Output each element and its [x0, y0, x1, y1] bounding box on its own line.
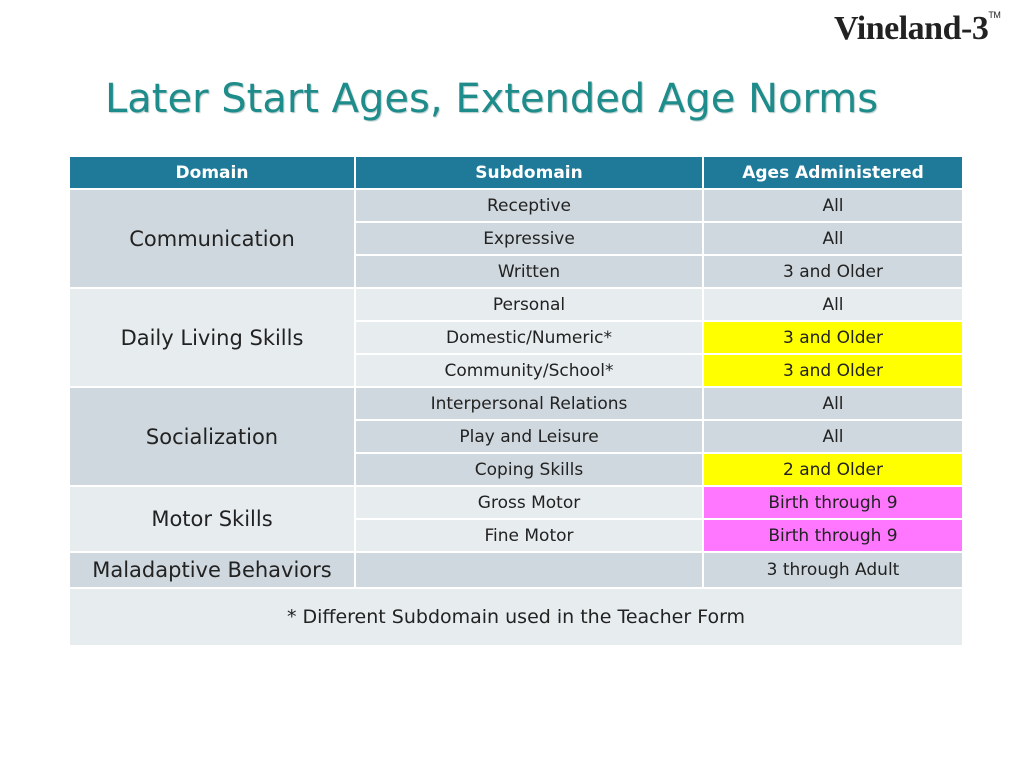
- subdomain-cell: [355, 552, 703, 588]
- table-row: [69, 486, 963, 519]
- subdomain-cell: Domestic/Numeric*: [355, 321, 703, 354]
- domain-cell: Communication: [69, 189, 355, 288]
- table-row: [69, 387, 963, 420]
- logo-text: Vineland-3: [834, 10, 989, 47]
- domain-cell: Maladaptive Behaviors: [69, 552, 355, 588]
- domain-cell: Socialization: [69, 387, 355, 486]
- subdomain-cell: Fine Motor: [355, 519, 703, 552]
- subdomain-cell: Gross Motor: [355, 486, 703, 519]
- header-ages: Ages Administered: [703, 156, 963, 189]
- subdomain-cell: Personal: [355, 288, 703, 321]
- ages-cell: All: [703, 189, 963, 222]
- ages-cell: 3 through Adult: [703, 552, 963, 588]
- subdomain-cell: Expressive: [355, 222, 703, 255]
- table-row: [69, 288, 963, 321]
- header-domain: Domain: [69, 156, 355, 189]
- subdomain-cell: Play and Leisure: [355, 420, 703, 453]
- footnote-row: [69, 588, 963, 646]
- ages-cell: All: [703, 420, 963, 453]
- vineland-logo: [834, 10, 1004, 58]
- ages-cell-highlighted: 3 and Older: [703, 354, 963, 387]
- header-subdomain: Subdomain: [355, 156, 703, 189]
- subdomain-cell: Community/School*: [355, 354, 703, 387]
- subdomain-cell: Interpersonal Relations: [355, 387, 703, 420]
- subdomain-cell: Coping Skills: [355, 453, 703, 486]
- ages-cell: All: [703, 288, 963, 321]
- domain-cell: Motor Skills: [69, 486, 355, 552]
- ages-cell-highlighted: Birth through 9: [703, 486, 963, 519]
- trademark-mark: TM: [988, 10, 1001, 20]
- ages-cell-highlighted: Birth through 9: [703, 519, 963, 552]
- table-row: [69, 552, 963, 588]
- ages-cell-highlighted: 3 and Older: [703, 321, 963, 354]
- subdomain-cell: Written: [355, 255, 703, 288]
- subdomain-cell: Receptive: [355, 189, 703, 222]
- page-title: Later Start Ages, Extended Age Norms: [105, 76, 879, 122]
- ages-cell: All: [703, 222, 963, 255]
- ages-cell: 3 and Older: [703, 255, 963, 288]
- footnote: * Different Subdomain used in the Teacher Form: [69, 588, 963, 646]
- ages-cell-highlighted: 2 and Older: [703, 453, 963, 486]
- table-row: [69, 189, 963, 222]
- domain-cell: Daily Living Skills: [69, 288, 355, 387]
- table-header-row: [69, 156, 963, 189]
- ages-cell: All: [703, 387, 963, 420]
- age-norms-table: [68, 155, 964, 647]
